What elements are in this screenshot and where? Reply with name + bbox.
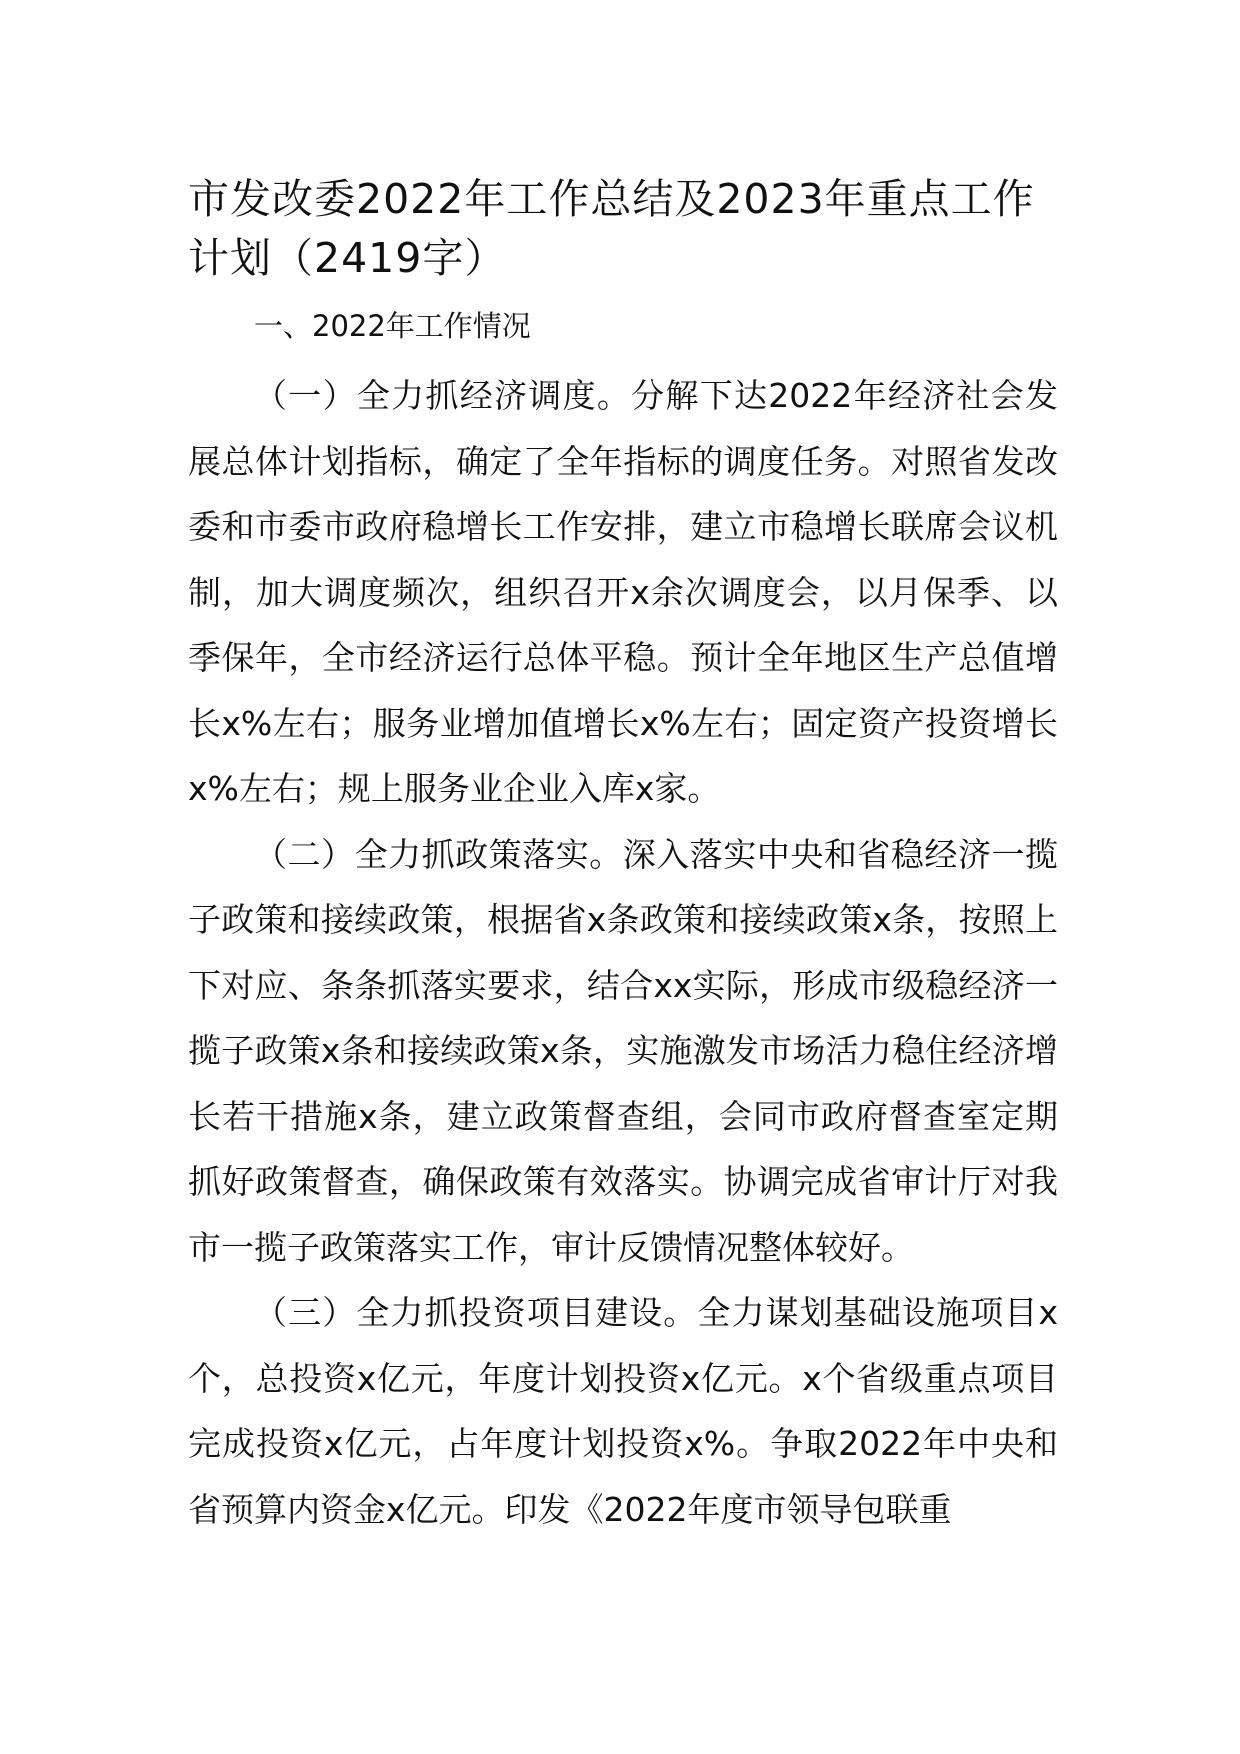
paragraph-investment-projects: （三）全力抓投资项目建设。全力谋划基础设施项目x个，总投资x亿元，年度计划投资x亿元。x个省级重点项目完成投资x亿元，占年度计划投资x%。争取2022年中央和省预算内资金x亿元。印发《2022年度市领导包联重 [188, 1293, 1058, 1529]
document-body [188, 170, 1058, 1542]
paragraph-policy-implementation: （二）全力抓政策落实。深入落实中央和省稳经济一揽子政策和接续政策，根据省x条政策和接续政策x条，按照上下对应、条条抓落实要求，结合xx实际，形成市级稳经济一揽子政策x条和接续政策x条，实施激发市场活力稳住经济增长若干措施x条，建立政策督查组，会同市政府督查室定期抓好政策督查，确保政策有效落实。协调完成省审计厅对我市一揽子政策落实工作，审计反馈情况整体较好。 [188, 834, 1058, 1267]
document-title: 市发改委2022年工作总结及2023年重点工作计划（2419字） [188, 175, 1035, 282]
section-heading: 一、2022年工作情况 [254, 309, 531, 343]
paragraph-economic-dispatch: （一）全力抓经济调度。分解下达2022年经济社会发展总体计划指标，确定了全年指标的调度任务。对照省发改委和市委市政府稳增长工作安排，建立市稳增长联席会议机制，加大调度频次，组织召开x余次调度会，以月保季、以季保年，全市经济运行总体平稳。预计全年地区生产总值增长x%左右；服务业增加值增长x%左右；固定资产投资增长x%左右；规上服务业企业入库x家。 [188, 376, 1058, 808]
